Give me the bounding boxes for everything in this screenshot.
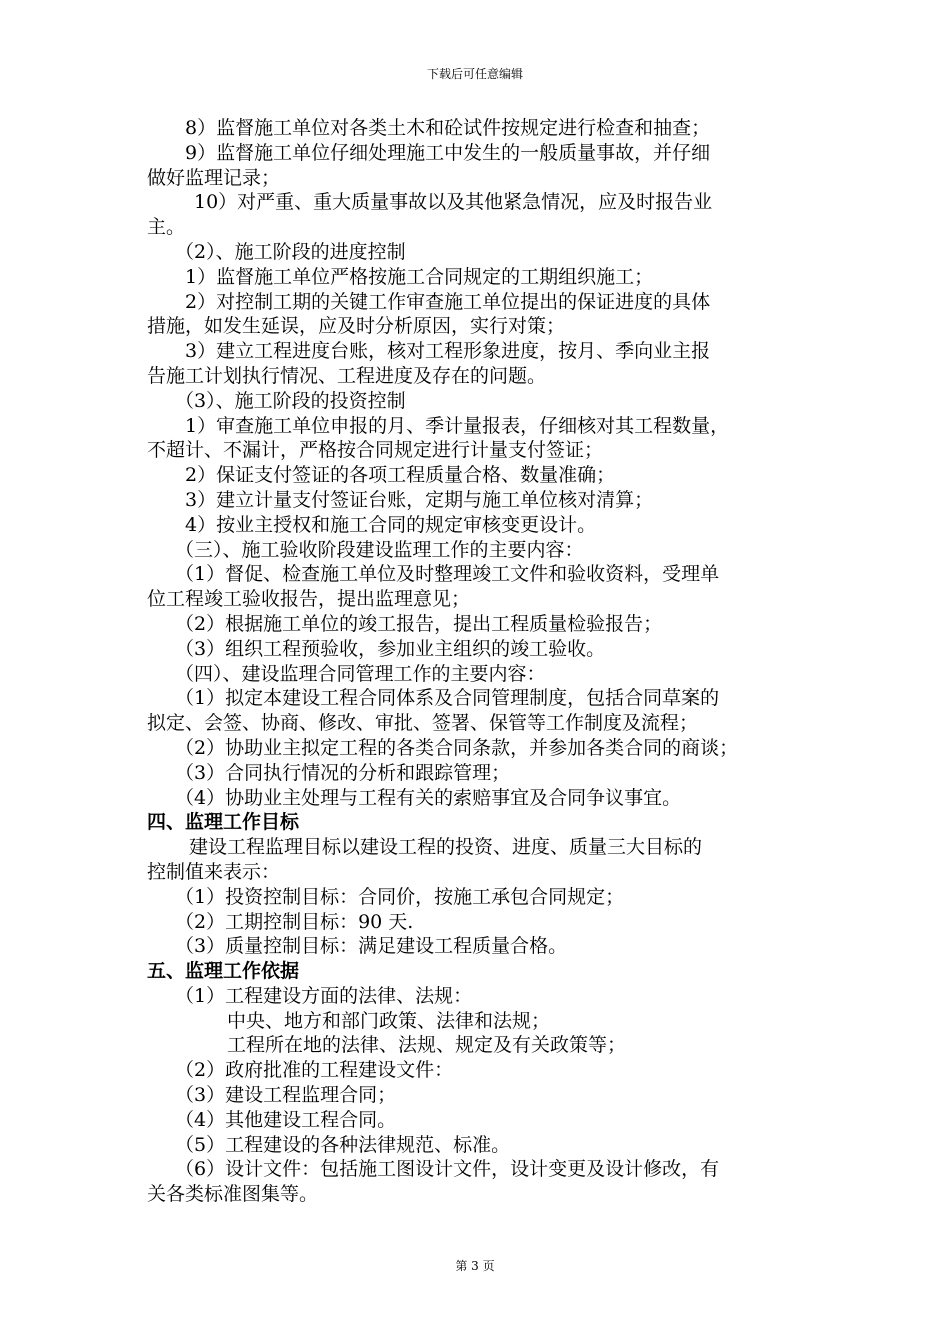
paragraph-line: 告施工计划执行情况、工程进度及存在的问题。	[147, 364, 547, 387]
paragraph-line: （2）协助业主拟定工程的各类合同条款，并参加各类合同的商谈；	[175, 736, 739, 759]
paragraph-line: 2）对控制工期的关键工作审查施工单位提出的保证进度的具体	[185, 290, 711, 313]
paragraph-line: 9）监督施工单位仔细处理施工中发生的一般质量事故，并仔细	[185, 141, 711, 164]
section-heading: 五、监理工作依据	[147, 960, 300, 983]
paragraph-line: （3）质量控制目标：满足建设工程质量合格。	[175, 935, 568, 958]
paragraph-line: 位工程竣工验收报告，提出监理意见；	[147, 588, 471, 611]
page-footer: 第 3 页	[455, 1259, 495, 1273]
paragraph-line: 主。	[147, 216, 186, 239]
paragraph-line: （2）根据施工单位的竣工报告，提出工程质量检验报告；	[175, 612, 663, 635]
paragraph-line: （4）其他建设工程合同。	[175, 1108, 397, 1131]
paragraph-line: 做好监理记录；	[147, 166, 281, 189]
paragraph-line: （1）督促、检查施工单位及时整理竣工文件和验收资料，受理单	[175, 563, 720, 586]
paragraph-line: （3）建设工程监理合同；	[175, 1084, 397, 1107]
paragraph-line: （2）政府批准的工程建设文件：	[175, 1059, 454, 1082]
paragraph-line: （1）拟定本建设工程合同体系及合同管理制度，包括合同草案的	[175, 687, 720, 710]
paragraph-line: （4）协助业主处理与工程有关的索赔事宜及合同争议事宜。	[175, 786, 682, 809]
document-body	[147, 116, 809, 1207]
paragraph-line: 中央、地方和部门政策、法律和法规；	[227, 1009, 551, 1032]
paragraph-line: （1）工程建设方面的法律、法规：	[175, 984, 473, 1007]
paragraph-line: 1）监督施工单位严格按施工合同规定的工期组织施工；	[185, 265, 654, 288]
paragraph-line: 建设工程监理目标以建设工程的投资、进度、质量三大目标的	[189, 836, 703, 859]
paragraph-line: 2）保证支付签证的各项工程质量合格、数量准确；	[185, 464, 616, 487]
page-header: 下载后可任意编辑	[426, 67, 523, 81]
paragraph-line: 工程所在地的法律、法规、规定及有关政策等；	[227, 1034, 627, 1057]
paragraph-line: 8）监督施工单位对各类土木和砼试件按规定进行检查和抽查；	[185, 117, 711, 139]
paragraph-line: 拟定、会签、协商、修改、审批、签署、保管等工作制度及流程；	[147, 712, 699, 735]
paragraph-line: （3）组织工程预验收，参加业主组织的竣工验收。	[175, 637, 606, 660]
paragraph-line: 3）建立工程进度台账，核对工程形象进度，按月、季向业主报	[185, 340, 711, 363]
paragraph-line: 3）建立计量支付签证台账，定期与施工单位核对清算；	[185, 488, 654, 511]
paragraph-line: 不超计、不漏计，严格按合同规定进行计量支付签证；	[147, 439, 604, 462]
paragraph-line: 4）按业主授权和施工合同的规定审核变更设计。	[185, 513, 597, 536]
paragraph-line: （5）工程建设的各种法律规范、标准。	[175, 1133, 511, 1156]
paragraph-line: 控制值来表示：	[147, 860, 281, 883]
section-subheading: （四）、建设监理合同管理工作的主要内容：	[175, 662, 546, 685]
paragraph-line: 关各类标准图集等。	[147, 1183, 319, 1206]
paragraph-line: （1）投资控制目标：合同价，按施工承包合同规定；	[175, 885, 625, 908]
paragraph-line: 1）审查施工单位申报的月、季计量报表，仔细核对其工程数量，	[185, 414, 730, 437]
paragraph-line: （3）合同执行情况的分析和跟踪管理；	[175, 761, 511, 784]
section-subheading: （2）、施工阶段的进度控制	[175, 240, 406, 263]
paragraph-line: （6）设计文件：包括施工图设计文件，设计变更及设计修改，有	[175, 1158, 720, 1181]
paragraph-line: （2）工期控制目标：90 天.	[175, 910, 414, 933]
section-subheading: （3）、施工阶段的投资控制	[175, 389, 406, 412]
section-subheading: （三）、施工验收阶段建设监理工作的主要内容：	[175, 538, 584, 561]
paragraph-line: 10）对严重、重大质量事故以及其他紧急情况，应及时报告业	[194, 191, 713, 214]
section-heading: 四、监理工作目标	[147, 811, 300, 834]
paragraph-line: 措施，如发生延误，应及时分析原因，实行对策；	[147, 315, 566, 338]
